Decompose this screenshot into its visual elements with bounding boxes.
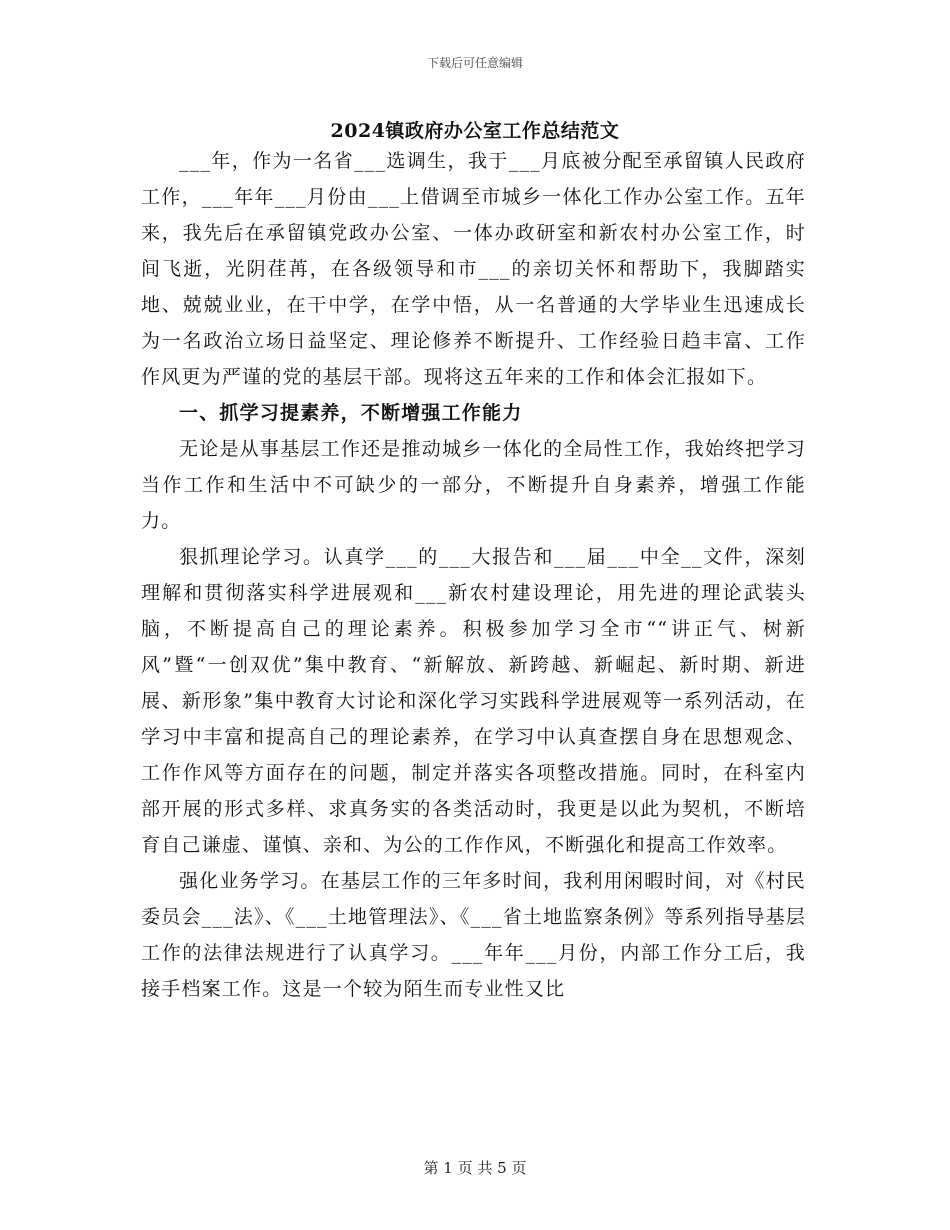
paragraph-section-1-intro: 无论是从事基层工作还是推动城乡一体化的全局性工作，我始终把学习当作工作和生活中不可缺少的一部分，不断提升自身素养，增强工作能力。 xyxy=(141,438,806,532)
page-number-footer: 第 1 页 共 5 页 xyxy=(423,1159,527,1177)
header-note: 下载后可任意编辑 xyxy=(426,56,523,70)
paragraph-business-study: 强化业务学习。在基层工作的三年多时间，我利用闲暇时间，对《村民委员会___法》、《___土地管理法》、《___省土地监察条例》等系列指导基层工作的法律法规进行了认真学习。___年年___月份，内部工作分工后，我接手档案工作。这是一个较为陌生而专业性又比 xyxy=(141,870,806,1000)
document-body xyxy=(141,143,806,1007)
document-title: 2024镇政府办公室工作总结范文 xyxy=(330,120,620,142)
section-heading-1: 一、抓学习提素养，不断增强工作能力 xyxy=(179,402,523,424)
paragraph-theory-study: 狠抓理论学习。认真学___的___大报告和___届___中全__文件，深刻理解和贯彻落实科学进展观和___新农村建设理论，用先进的理论武装头脑，不断提高自己的理论素养。积极参加学习全市““讲正气、树新风”暨“一创双优”集中教育、“新解放、新跨越、新崛起、新时期、新进展、新形象”集中教育大讨论和深化学习实践科学进展观等一系列活动，在学习中丰富和提高自己的理论素养，在学习中认真查摆自身在思想观念、工作作风等方面存在的问题，制定并落实各项整改措施。同时，在科室内部开展的形式多样、求真务实的各类活动时，我更是以此为契机，不断培育自己谦虚、谨慎、亲和、为公的工作作风，不断强化和提高工作效率。 xyxy=(141,546,806,856)
paragraph-intro: ___年，作为一名省___选调生，我于___月底被分配至承留镇人民政府工作，___年年___月份由___上借调至市城乡一体化工作办公室工作。五年来，我先后在承留镇党政办公室、一体办政研室和新农村办公室工作，时间飞逝，光阴荏苒，在各级领导和市___的亲切关怀和帮助下，我脚踏实地、兢兢业业，在干中学，在学中悟，从一名普通的大学毕业生迅速成长为一名政治立场日益坚定、理论修养不断提升、工作经验日趋丰富、工作作风更为严谨的党的基层干部。现将这五年来的工作和体会汇报如下。 xyxy=(141,150,806,388)
